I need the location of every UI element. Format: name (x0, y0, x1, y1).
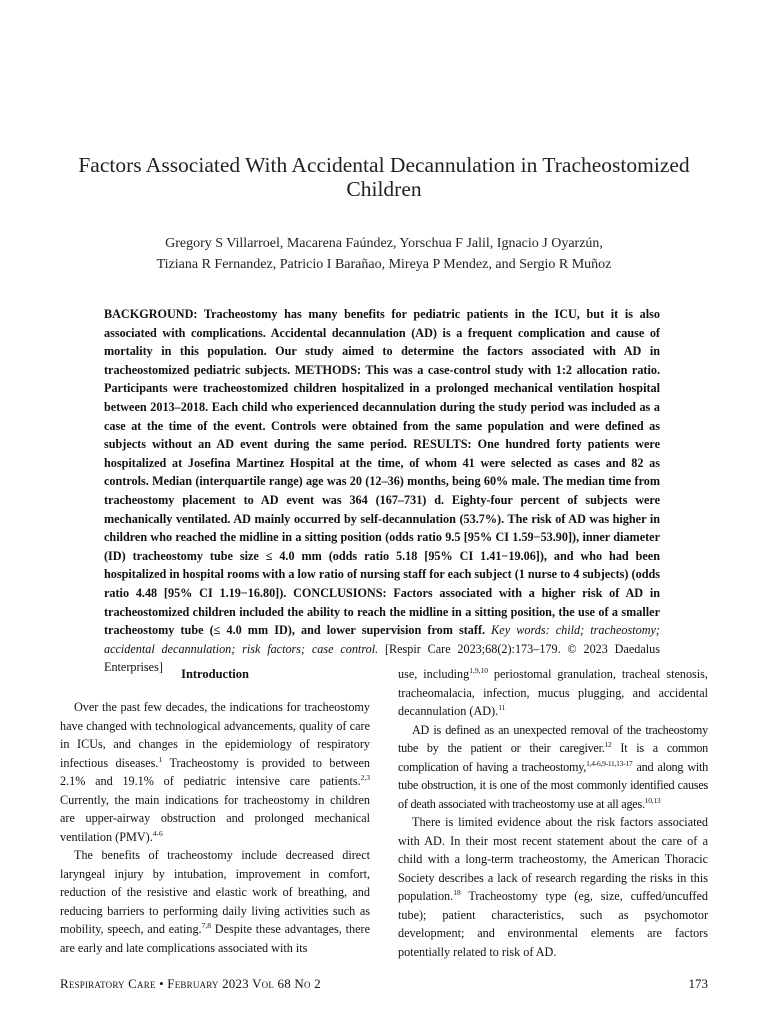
right-column (398, 665, 708, 961)
citation-ref: 18 (453, 887, 461, 897)
left-column (60, 665, 370, 957)
intro-paragraph-1: Over the past few decades, the indications for tracheostomy have changed with technological advancements, quality of care in ICUs, and changes in the epidemiology of respiratory infectious diseases.$^1$ Tracheostomy is provided to between 2.1% and 19.1% of pediatric intensive care patients.$^{2,3}$ Currently, the main indications for tracheostomy in children are upper-airway obstruction and prolonged mechanical ventilation (PMV).$^{4-6}$ (60, 700, 370, 844)
citation-ref: 12 (604, 739, 612, 749)
citation-ref: 1 (158, 754, 163, 764)
page-number: 173 (688, 976, 708, 991)
abstract-body: BACKGROUND: Tracheostomy has many benefits for pediatric patients in the ICU, but it is also associated with complications. Accidental decannulation (AD) is a frequent complication and cause of mortality in this population. Our study aimed to determine the factors associated with AD in tracheostomized pediatric subjects. METHODS: This was a case-control study with 1:2 allocation ratio. Participants were tracheostomized children hospitalized in a prolonged mechanical ventilation hospital between 2013–2018. Each child who experienced decannulation during the study period was included as a case at the time of the event. Controls were obtained from the same population and were defined as subjects without an AD event during the same period. RESULTS: One hundred forty patients were hospitalized at Josefina Martinez Hospital at the time, of whom 41 were selected as cases and 82 as controls. Median (interquartile range) age was 20 (12–36) months, being 60% male. The median time from tracheostomy placement to AD event was 364 (167–731) d. Eighty-four percent of subjects were mechanically ventilated. AD mainly occurred by self-decannulation (53.7%). The risk of AD was higher in children who reached the midline in a sitting position (odds ratio 9.5 [95% CI 1.59−53.90]), inner diameter (ID) tracheostomy tube size ≤ 4.0 mm (odds ratio 5.18 [95% CI 1.41−19.06]), and who had been hospitalized in hospital rooms with a low ratio of nursing staff for each subject (1 nurse to 4 subjects) (odds ratio 4.48 [95% CI 1.19−16.80]). CONCLUSIONS: Factors associated with a higher risk of AD in tracheostomized children included the ability to reach the midline in a sitting position, the use of a smaller tracheostomy tube (≤ 4.0 mm ID), and lower supervision from staff. (104, 307, 660, 638)
author-line-1: Gregory S Villarroel, Macarena Faúndez, Yorschua F Jalil, Ignacio J Oyarzún, (165, 236, 603, 251)
abstract (104, 305, 660, 677)
author-list (40, 233, 728, 275)
journal-issue-line: Respiratory Care • February 2023 Vol 68 No 2 (60, 976, 321, 991)
intro-paragraph-3: use, including$^{1,9,10}$ periostomal granulation, tracheal stenosis, tracheomalacia, infection, mucus plugging, and accidental decannulation (AD).$^{11}$ (398, 665, 708, 718)
article-title: Factors Associated With Accidental Decannulation in Tracheostomized Children (78, 153, 690, 201)
intro-paragraph-5: There is limited evidence about the risk factors associated with AD. In their most recent statement about the care of a child with a long-term tracheostomy, the American Thoracic Society describes a lack of research regarding the risks in this population.$^{18}$ Tracheostomy type (eg, size, cuffed/uncuffed tube); patient characteristics, such as psychomotor development; and environmental elements are factors potentially related to risk of AD. (398, 815, 708, 959)
citation-ref: 1,9,10 (469, 665, 488, 675)
citation-ref: 4-6 (152, 828, 163, 838)
section-heading-introduction: Introduction (181, 667, 249, 681)
citation-ref: 2,3 (360, 772, 370, 782)
intro-paragraph-4: AD is defined as an unexpected removal of the tracheostomy tube by the patient or their caregiver.$^{12}$ It is a common complication of having a tracheostomy,$^{1,4-6,9-11,13-17}$ and along with tube obstruction, it is one of the most commonly identified causes of death associated with tracheostomy use at all ages.$^{10,13}$ (398, 722, 708, 811)
citation-ref: 1,4-6,9-11,13-17 (586, 758, 633, 768)
citation-ref: 7,8 (201, 920, 211, 930)
author-line-2: Tiziana R Fernandez, Patricio I Barañao, Mireya P Mendez, and Sergio R Muñoz (156, 257, 612, 272)
abstract-keywords: Key words: child; tracheostomy; accidental decannulation; risk factors; case control. (104, 623, 660, 656)
abstract-citation: [Respir Care 2023;68(2):173–179. © 2023 Daedalus Enterprises] (104, 641, 660, 675)
citation-ref: 10,13 (644, 795, 661, 805)
page-footer (60, 976, 708, 996)
intro-paragraph-2: The benefits of tracheostomy include decreased direct laryngeal injury by intubation, improvement in comfort, reduction of the resistive and elastic work of breathing, and reducing barriers to performing daily living activities such as mobility, speech, and eating.$^{7,8}$ Despite these advantages, there are early and late complications associated with its (60, 848, 370, 955)
citation-ref: 11 (498, 702, 506, 712)
